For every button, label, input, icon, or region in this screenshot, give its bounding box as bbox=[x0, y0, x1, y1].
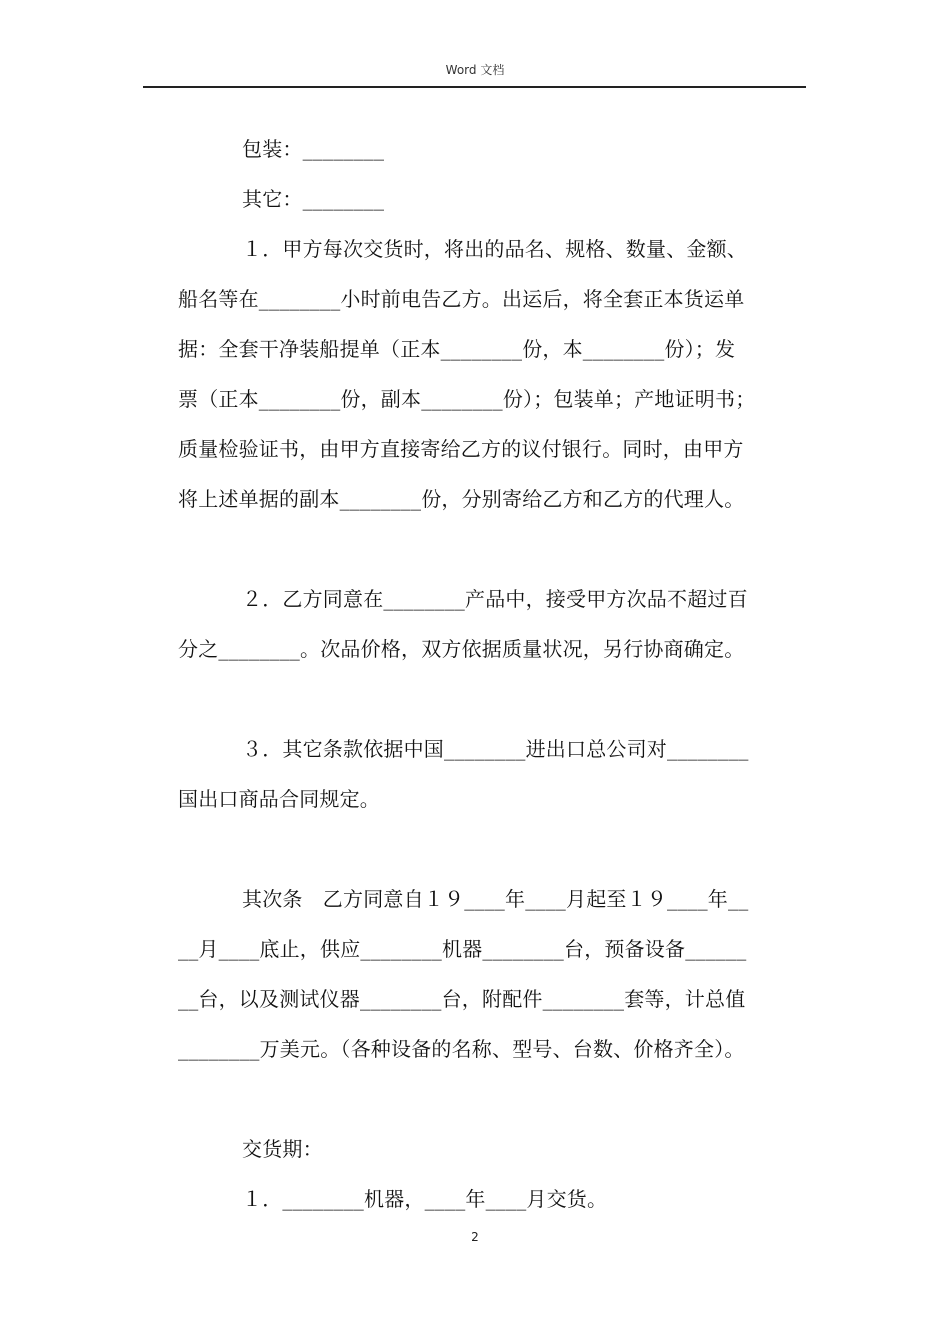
page-header: Word 文档 bbox=[445, 63, 505, 77]
paragraph-gap bbox=[178, 1074, 808, 1124]
item1-line6: 将上述单据的副本________份，分别寄给乙方和乙方的代理人。 bbox=[178, 487, 745, 511]
item1-line2: 船名等在________小时前电告乙方。出运后，将全套正本货运单 bbox=[178, 287, 745, 311]
article2-line3: __台，以及测试仪器________台，附配件________套等，计总值 bbox=[178, 987, 746, 1011]
page-number: 2 bbox=[471, 1230, 479, 1244]
delivery-item1: １．________机器，____年____月交货。 bbox=[242, 1187, 608, 1211]
document-body bbox=[178, 124, 808, 1224]
article2-line4: ________万美元。（各种设备的名称、型号、台数、价格齐全）。 bbox=[178, 1037, 745, 1061]
item1-line3: 据：全套干净装船提单（正本________份，本________份）；发 bbox=[178, 337, 736, 361]
item3-line2: 国出口商品合同规定。 bbox=[178, 787, 380, 811]
header-divider bbox=[143, 86, 806, 88]
paragraph-gap bbox=[178, 824, 808, 874]
item3-line1: ３．其它条款依据中国________进出口总公司对________ bbox=[242, 737, 749, 761]
item2-line2: 分之________。次品价格，双方依据质量状况，另行协商确定。 bbox=[178, 637, 745, 661]
paragraph-gap bbox=[178, 524, 808, 574]
article2-line2: __月____底止，供应________机器________台，预备设备______ bbox=[178, 937, 747, 961]
article2-line1: 其次条 乙方同意自１９____年____月起至１９____年__ bbox=[242, 887, 749, 911]
delivery-heading: 交货期： bbox=[242, 1137, 323, 1161]
item1-line1: １．甲方每次交货时，将出的品名、规格、数量、金额、 bbox=[242, 237, 747, 261]
packaging-line: 包装：________ bbox=[242, 137, 385, 161]
item2-line1: ２．乙方同意在________产品中，接受甲方次品不超过百 bbox=[242, 587, 748, 611]
item1-line5: 质量检验证书，由甲方直接寄给乙方的议付银行。同时，由甲方 bbox=[178, 437, 744, 461]
other-line: 其它：________ bbox=[242, 187, 385, 211]
item1-line4: 票（正本________份，副本________份）；包装单；产地证明书； bbox=[178, 387, 756, 411]
paragraph-gap bbox=[178, 674, 808, 724]
